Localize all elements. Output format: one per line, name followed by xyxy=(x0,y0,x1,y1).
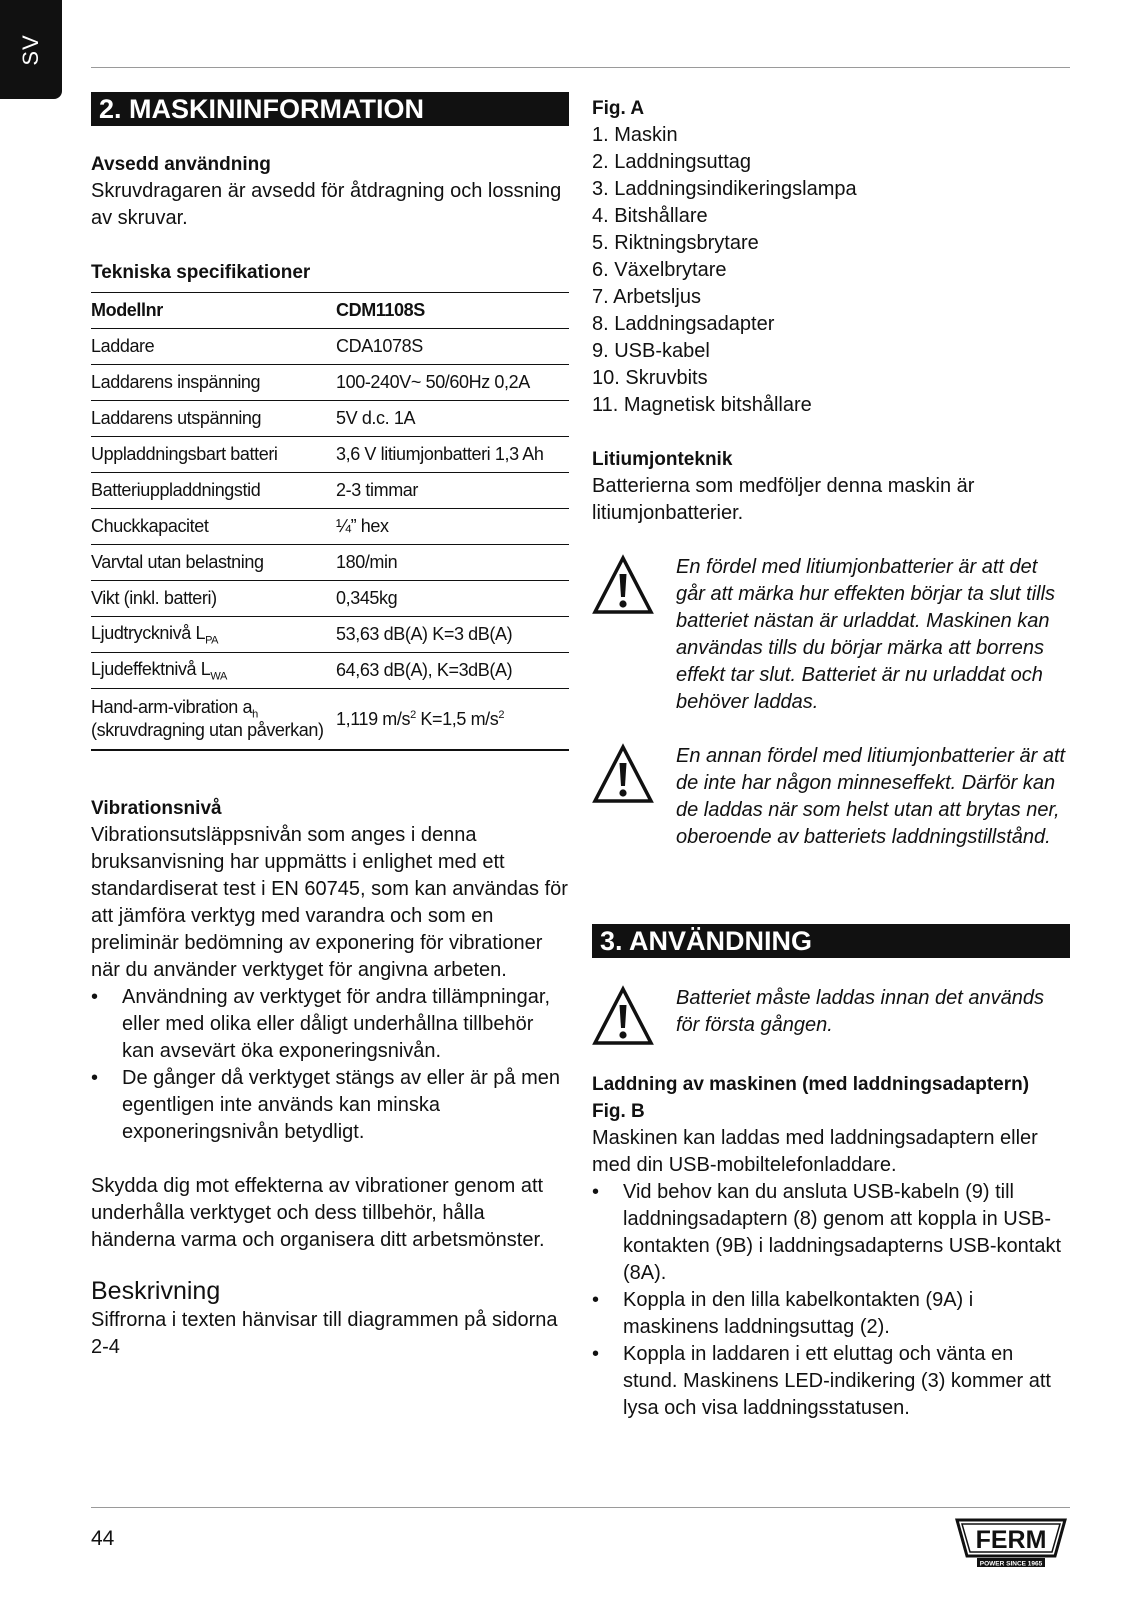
laddning-text: Maskinen kan laddas med laddningsadaptern eller med din USB-mobiltelefonladdare. xyxy=(592,1127,1038,1176)
spec-value: 64,63 dB(A), K=3dB(A) xyxy=(336,653,569,689)
section-title-maskininformation: 2. MASKININFORMATION xyxy=(91,92,569,126)
svg-text:POWER SINCE 1965: POWER SINCE 1965 xyxy=(979,1560,1043,1568)
warning-icon xyxy=(592,743,654,805)
top-rule xyxy=(91,67,1070,68)
beskrivning-heading: Beskrivning xyxy=(91,1277,221,1305)
vibration-heading: Vibrationsnivå xyxy=(91,798,222,819)
spec-value: ¼” hex xyxy=(336,509,569,545)
language-tab xyxy=(0,0,62,99)
spec-header-label: Modellnr xyxy=(91,293,336,329)
spec-row xyxy=(91,473,569,509)
spec-row-lwa xyxy=(91,653,569,689)
beskrivning-text: Siffrorna i texten hänvisar till diagrammen på sidorna 2-4 xyxy=(91,1309,558,1358)
left-column xyxy=(91,92,569,1361)
list-item: 9. USB-kabel xyxy=(592,340,710,362)
avsedd-text: Skruvdragaren är avsedd för åtdragning och lossning av skruvar. xyxy=(91,180,562,229)
laddning-heading: Laddning av maskinen (med laddningsadaptern) xyxy=(592,1074,1030,1095)
list-item: • Vid behov kan du ansluta USB-kabeln (9) till laddningsadaptern (8) genom att koppla in USB-kontakten (9B) i laddningsadapterns USB-kontakt (8A). xyxy=(592,1179,1070,1287)
litium-heading: Litiumjonteknik xyxy=(592,449,733,470)
spec-row-vibration xyxy=(91,689,569,751)
spec-row xyxy=(91,329,569,365)
vibration-text-2: Skydda dig mot effekterna av vibrationer genom att underhålla verktyget och dess tillbehör, hålla händerna varma och organisera ditt arbetsmönster. xyxy=(91,1175,545,1251)
warning-block-1 xyxy=(592,554,1070,716)
warning-icon xyxy=(592,554,654,616)
spec-label: Uppladdningsbart batteri xyxy=(91,437,336,473)
laddning-bullets xyxy=(592,1179,1070,1422)
spec-row xyxy=(91,401,569,437)
spec-table xyxy=(91,292,569,751)
warning-text-3: Batteriet måste laddas innan det används för första gången. xyxy=(676,987,1045,1036)
litium-text: Batterierna som medföljer denna maskin är litiumjonbatterier. xyxy=(592,475,975,524)
spec-value: 5V d.c. 1A xyxy=(336,401,569,437)
page-number: 44 xyxy=(91,1527,115,1550)
list-item: • Koppla in laddaren i ett eluttag och vänta en stund. Maskinens LED-indikering (3) kommer att lysa och visa laddningsstatusen. xyxy=(592,1341,1070,1422)
warning-block-3 xyxy=(592,985,1070,1065)
spec-row xyxy=(91,545,569,581)
spec-row-lpa xyxy=(91,617,569,653)
spec-value: CDA1078S xyxy=(336,329,569,365)
list-item: 4. Bitshållare xyxy=(592,205,708,227)
spec-label: Batteriuppladdningstid xyxy=(91,473,336,509)
avsedd-heading: Avsedd användning xyxy=(91,154,271,175)
spec-header-row xyxy=(91,293,569,329)
list-item: 6. Växelbrytare xyxy=(592,259,727,281)
spec-label: Chuckkapacitet xyxy=(91,509,336,545)
spec-value: 180/min xyxy=(336,545,569,581)
right-column xyxy=(592,95,1070,1422)
list-item: • Användning av verktyget för andra tillämpningar, eller med olika eller dåligt underhållna tillbehör kan avsevärt öka exponeringsnivån. xyxy=(91,984,569,1065)
spec-row xyxy=(91,581,569,617)
spec-label: Vikt (inkl. batteri) xyxy=(91,581,336,617)
svg-text:FERM: FERM xyxy=(975,1526,1047,1554)
spec-value: 100-240V~ 50/60Hz 0,2A xyxy=(336,365,569,401)
spec-value: 1,119 $m/s^2$ K=1,5 $m/s^2$ xyxy=(336,689,569,751)
spec-label: Laddare xyxy=(91,329,336,365)
spec-header-value: CDM1108S xyxy=(336,293,569,329)
fig-b-label: Fig. B xyxy=(592,1101,645,1122)
spec-label: Ljudeffektnivå $L_{WA}$ xyxy=(91,653,336,689)
warning-icon xyxy=(592,985,654,1047)
warning-text-2: En annan fördel med litiumjonbatterier är att de inte har någon minneseffekt. Därför kan de laddas när som helst utan att brytas ner, oberoende av batteriets laddningstillstånd. xyxy=(676,745,1066,848)
list-item: 2. Laddningsuttag xyxy=(592,151,752,173)
spec-label: Ljudtrycknivå $L_{PA}$ xyxy=(91,617,336,653)
vibration-text: Vibrationsutsläppsnivån som anges i denna bruksanvisning har uppmätts i enlighet med ett standardiserat test i EN 60745, som kan användas för att jämföra verktyg med varandra och som en preliminär bedömning av exponering för vibrationer när du använder verktyget för angivna arbeten. xyxy=(91,824,568,981)
ferm-logo xyxy=(951,1516,1071,1568)
spec-value: 2-3 timmar xyxy=(336,473,569,509)
vibration-bullets xyxy=(91,984,569,1146)
section-title-anvandning: 3. ANVÄNDNING xyxy=(592,924,1070,958)
list-item: 1. Maskin xyxy=(592,124,678,146)
list-item: • Koppla in den lilla kabelkontakten (9A) i maskinens laddningsuttag (2). xyxy=(592,1287,1070,1341)
list-item: 5. Riktningsbrytare xyxy=(592,232,759,254)
spec-value: 3,6 V litiumjonbatteri 1,3 Ah xyxy=(336,437,569,473)
spec-label: Varvtal utan belastning xyxy=(91,545,336,581)
spec-value: 0,345kg xyxy=(336,581,569,617)
spec-row xyxy=(91,365,569,401)
spec-label: Laddarens inspänning xyxy=(91,365,336,401)
fig-a-list xyxy=(592,122,1070,419)
spec-row xyxy=(91,437,569,473)
spec-label: Hand-arm-vibration $a_h$ (skruvdragning utan påverkan) xyxy=(91,689,336,751)
spec-value: 53,63 dB(A) K=3 dB(A) xyxy=(336,617,569,653)
language-code: SV xyxy=(18,33,43,66)
list-item: 3. Laddningsindikeringslampa xyxy=(592,178,857,200)
list-item: 11. Magnetisk bitshållare xyxy=(592,394,812,416)
list-item: • De gånger då verktyget stängs av eller är på men egentligen inte används kan minska exponeringsnivån betydligt. xyxy=(91,1065,569,1146)
list-item: 8. Laddningsadapter xyxy=(592,313,775,335)
bottom-rule xyxy=(91,1507,1070,1508)
tekniska-heading: Tekniska specifikationer xyxy=(91,262,311,283)
list-item: 10. Skruvbits xyxy=(592,367,708,389)
spec-label: Laddarens utspänning xyxy=(91,401,336,437)
list-item: 7. Arbetsljus xyxy=(592,286,701,308)
warning-text-1: En fördel med litiumjonbatterier är att det går att märka hur effekten börjar ta slut tills batteriet nästan är urladdat. Maskinen kan användas tills du börjar märka att borrens effekt tar slut. Batteriet är nu urladdat och behöver laddas. xyxy=(676,556,1056,713)
spec-row xyxy=(91,509,569,545)
warning-block-2 xyxy=(592,743,1070,851)
fig-a-label: Fig. A xyxy=(592,98,645,119)
